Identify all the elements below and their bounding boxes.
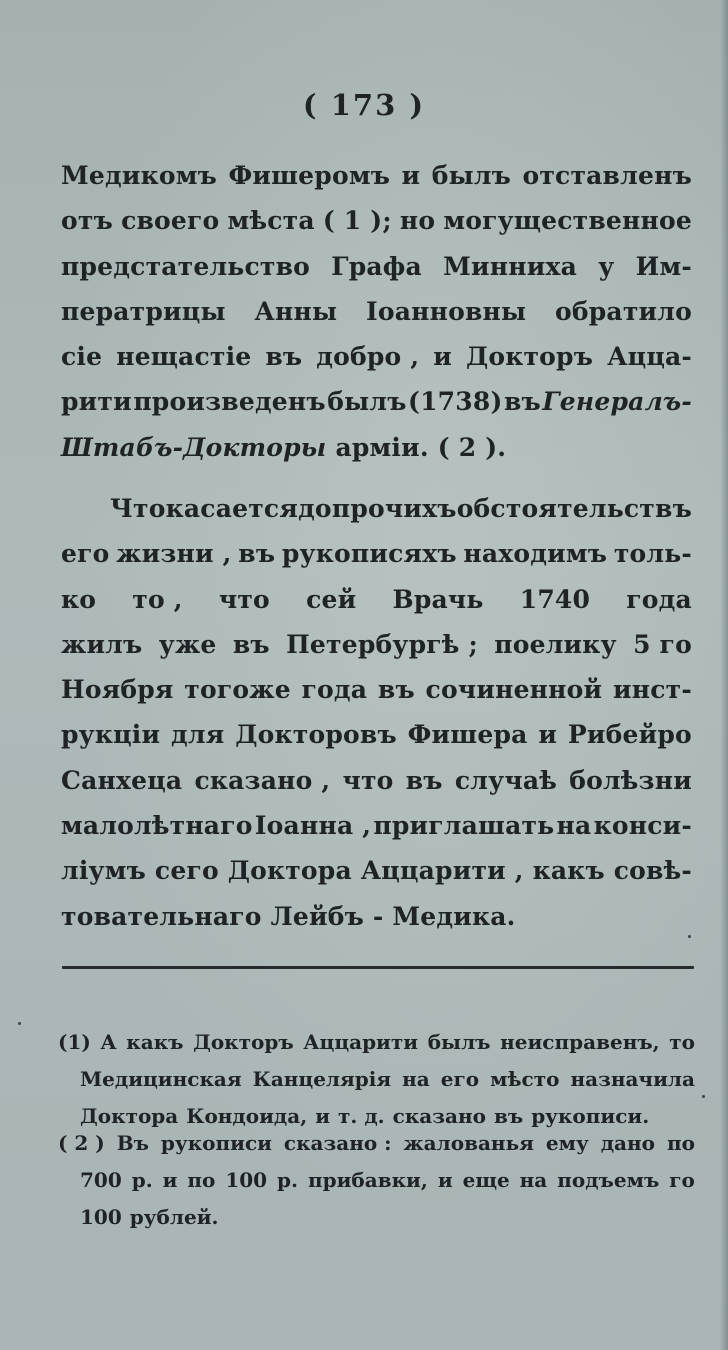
word: года	[301, 675, 368, 705]
word: по	[666, 1131, 695, 1155]
text-line	[61, 803, 692, 848]
page-number: ( 173 )	[302, 88, 426, 122]
text-line	[61, 667, 692, 712]
word: и	[437, 1168, 453, 1192]
paper-speck	[702, 1095, 705, 1098]
word: былъ	[431, 161, 512, 190]
word: Канцелярія	[252, 1067, 392, 1091]
paper-speck	[18, 1022, 21, 1025]
text-line	[61, 244, 692, 289]
word: его	[440, 1067, 480, 1091]
word: какъ	[126, 1030, 184, 1054]
word: поелику	[494, 629, 617, 659]
word: Доктора	[80, 1104, 179, 1128]
word: р.	[277, 1168, 298, 1192]
word: сказано	[392, 1104, 486, 1128]
word: Іоанновны	[365, 296, 527, 326]
word: Кондоида,	[186, 1104, 308, 1128]
word: Генералъ-	[542, 387, 692, 417]
word: рити	[61, 387, 132, 417]
word: (1)	[58, 1030, 91, 1054]
word: сказано ,	[194, 765, 331, 795]
word: товательнаго	[61, 901, 262, 931]
word: на	[402, 1067, 430, 1091]
word: Доктора	[227, 856, 352, 886]
footnote-1	[58, 1024, 695, 1135]
word: въ	[493, 1104, 524, 1128]
paragraph-1	[61, 153, 692, 470]
text-line	[61, 577, 692, 622]
word: Врачь	[392, 584, 484, 614]
word: жизни ,	[116, 539, 232, 569]
word: въ	[238, 539, 276, 569]
word: и	[401, 161, 421, 190]
word: рублей.	[129, 1205, 219, 1229]
word: Минниха	[443, 251, 577, 281]
word: года	[626, 584, 692, 614]
word: рукописи	[160, 1131, 272, 1155]
text-line	[58, 1024, 695, 1061]
word: то	[669, 1030, 695, 1054]
word: своего	[121, 206, 220, 236]
word: Докторъ	[193, 1030, 294, 1054]
word: малолѣтнаго	[61, 811, 253, 841]
text-line	[61, 486, 692, 531]
word: что	[218, 584, 270, 614]
text-line	[61, 379, 692, 424]
text-line	[61, 622, 692, 667]
word: А	[100, 1030, 117, 1054]
word: Штабъ-Докторы	[61, 432, 327, 462]
word: въ	[503, 387, 541, 417]
word: въ	[377, 675, 415, 705]
word: неисправенъ,	[500, 1030, 660, 1054]
word: былъ	[427, 1030, 491, 1054]
word: и	[162, 1168, 178, 1192]
text-line	[61, 712, 692, 757]
word: Им-	[635, 251, 692, 281]
word: 700	[80, 1168, 122, 1192]
word: ко	[61, 584, 97, 614]
page-edge-shadow	[720, 0, 728, 1350]
word: прочихъ	[331, 494, 457, 523]
word: могущественное	[443, 206, 692, 236]
word: мѣсто	[490, 1067, 560, 1091]
text-line	[61, 289, 692, 334]
word: ( 1 );	[322, 206, 392, 236]
word: отставленъ	[522, 161, 692, 190]
word: назначила	[570, 1067, 695, 1091]
word: дано	[600, 1131, 655, 1155]
word: Въ	[116, 1131, 149, 1155]
word: ( 2 )	[58, 1131, 105, 1155]
word: и	[315, 1104, 331, 1128]
word: сказано :	[283, 1131, 392, 1155]
word: но	[399, 206, 436, 236]
word: до	[298, 494, 332, 523]
word: что	[342, 765, 394, 795]
footnote-2	[58, 1125, 695, 1236]
word: ператрицы	[61, 296, 226, 326]
word: добро ,	[316, 342, 420, 372]
text-line	[58, 1125, 695, 1162]
word: Ноября	[61, 675, 174, 705]
word: подъемъ	[557, 1168, 660, 1192]
word: Іоанна ,	[254, 811, 372, 841]
word: произведенъ	[133, 387, 326, 417]
word: сочиненной	[425, 675, 603, 705]
word: его	[61, 539, 110, 569]
word: какъ	[532, 856, 605, 886]
word: Медицинская	[80, 1067, 242, 1091]
word: и	[538, 720, 558, 750]
word: го	[669, 1168, 695, 1192]
word: Санхеца	[61, 765, 183, 795]
word: случаѣ	[454, 765, 558, 795]
word: инст-	[613, 675, 692, 705]
word: Аццарити	[303, 1030, 419, 1054]
word: мѣста	[227, 206, 315, 236]
text-line	[61, 531, 692, 576]
word: и	[433, 342, 452, 372]
word: сей	[306, 584, 357, 614]
text-line	[61, 894, 692, 939]
word: жалованья	[403, 1131, 534, 1155]
word: Аццарити ,	[360, 856, 524, 886]
word: еще	[462, 1168, 510, 1192]
word: Фишера	[407, 720, 528, 750]
word: то ,	[132, 584, 183, 614]
word: Медикомъ	[61, 161, 218, 190]
footnote-separator-rule	[62, 966, 694, 969]
word: по	[187, 1168, 216, 1192]
word: Что	[110, 494, 166, 523]
word: Докторовъ	[235, 720, 397, 750]
word: находимъ	[463, 539, 608, 569]
text-line	[61, 153, 692, 198]
text-line	[61, 848, 692, 893]
word: тогоже	[184, 675, 291, 705]
text-line	[61, 334, 692, 379]
word: касается	[165, 494, 299, 523]
word: Докторъ	[465, 342, 594, 372]
word: прибавки,	[307, 1168, 428, 1192]
word: Анны	[254, 296, 338, 326]
word: уже	[158, 629, 217, 659]
word: болѣзни	[569, 765, 692, 795]
text-line	[58, 1162, 695, 1199]
word: Фишеромъ	[228, 161, 391, 190]
word: въ	[232, 629, 270, 659]
word: 5 го	[633, 629, 692, 659]
word: рукописи.	[531, 1104, 650, 1128]
word: у	[598, 251, 615, 281]
text-line	[58, 1199, 695, 1236]
word: 100	[225, 1168, 268, 1192]
word: 1740	[519, 584, 591, 614]
text-line	[61, 198, 692, 243]
word: для	[171, 720, 225, 750]
word: ему	[545, 1131, 589, 1155]
word: 100	[80, 1205, 122, 1229]
word: ( 2 ).	[437, 432, 507, 462]
word: ліумъ	[61, 856, 147, 886]
word: Петербургѣ ;	[286, 629, 478, 659]
word: конси-	[593, 811, 692, 841]
word: въ	[265, 342, 303, 372]
word: Рибейро	[567, 720, 692, 750]
word: т. д.	[338, 1104, 385, 1128]
text-line	[61, 425, 692, 470]
text-line	[58, 1061, 695, 1098]
paragraph-2	[61, 486, 692, 939]
word: совѣ-	[613, 856, 692, 886]
word: на	[556, 811, 592, 841]
text-line	[61, 758, 692, 803]
word: нещастіе	[116, 342, 252, 372]
word: былъ	[327, 387, 407, 417]
word: рукціи	[61, 720, 161, 750]
word: жилъ	[61, 629, 143, 659]
word: отъ	[61, 206, 113, 236]
word: Графа	[331, 251, 422, 281]
word: рукописяхъ	[281, 539, 457, 569]
word: сего	[154, 856, 219, 886]
word: въ	[405, 765, 443, 795]
word: Аццa-	[607, 342, 692, 372]
word: Лейбъ - Медика.	[270, 901, 516, 931]
word: р.	[131, 1168, 153, 1192]
word: приглашать	[373, 811, 555, 841]
paper-speck	[688, 935, 691, 938]
word: арміи.	[335, 432, 429, 462]
word: (1738)	[408, 387, 503, 417]
word: толь-	[613, 539, 692, 569]
word: на	[519, 1168, 548, 1192]
word: предстательство	[61, 251, 311, 281]
word: сіе	[61, 342, 103, 372]
word: обстоятельствъ	[456, 494, 692, 523]
word: обратило	[555, 296, 692, 326]
